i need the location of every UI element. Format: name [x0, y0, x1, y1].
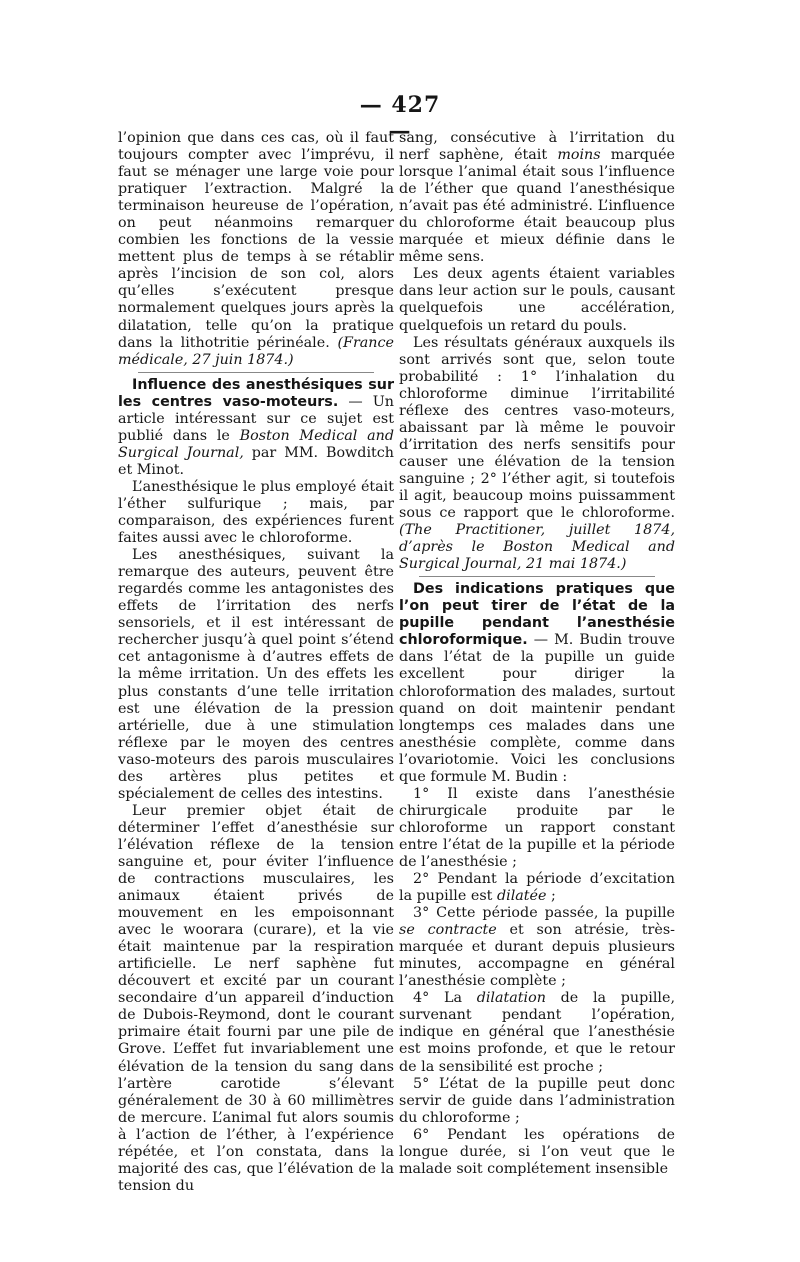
conclusion-item: 4° La dilatation de la pupille, survenant pendant l’opération, indique en général que l’anesthésie est moins profonde, et que le retour de la sensibilité est proche ;	[399, 990, 675, 1075]
divider	[419, 576, 655, 577]
page-number: — 427 —	[359, 92, 441, 144]
paragraph: Les deux agents étaient variables dans leur action sur le pouls, causant quelquefois une accélération, quelquefois un retard du pouls.	[399, 266, 675, 334]
paragraph: L’anesthésique le plus employé était l’éther sulfurique ; mais, par comparaison, des expériences furent faites aussi avec le chloroforme.	[118, 478, 394, 547]
section-heading: Des indications pratiques que l’on peut tirer de l’état de la pupille pendant l’anesthésie chloroformique. — M. Budin trouve dans l’état de la pupille un guide excellent pour diriger la chloroformation des malades, surtout quand on doit maintenir pendant longtemps ces malades dans une anesthésie complète, comme dans l’ovariotomie. Voici les conclusions que formule M. Budin :	[399, 581, 675, 785]
conclusion-item: 6° Pendant les opérations de longue durée, si l’on veut que le malade soit complétement insensible	[399, 1126, 675, 1177]
conclusion-item: 1° Il existe dans l’anesthésie chirurgicale produite par le chloroforme un rapport constant entre l’état de la pupille et la période de l’anesthésie ;	[399, 785, 675, 870]
source-citation: (The Practitioner, juillet 1874, d’après le Boston Medical and Surgical Journal, 21 mai 1874.)	[399, 522, 675, 573]
paragraph: Les anesthésiques, suivant la remarque des auteurs, peuvent être regardés comme les antagonistes des effets de l’irritation des nerfs sensoriels, et il est intéressant de rechercher jusqu’à quel point s’étend cet antagonisme à d’autres effets de la même irritation. Un des effets les plus constants d’une telle irritation est une élévation de la pression artérielle, due à une stimulation réflexe par le moyen des centres vaso-moteurs des parois musculaires des artères plus petites et spécialement de celles des intestins.	[118, 547, 394, 802]
divider	[138, 372, 374, 373]
paragraph: Les résultats généraux auxquels ils sont arrivés sont que, selon toute probabilité : 1° l’inhalation du chloroforme diminue l’irritabilité réflexe des centres vaso-moteurs, abaissant par là même le pouvoir d’irritation des nerfs sensitifs pour causer une élévation de la tension sanguine ; 2° l’éther agit, si toutefois il agit, beaucoup moins puissamment sous ce rapport que le chloroforme. (The Practitioner, juillet 1874, d’après le Boston Medical and Surgical Journal, 21 mai 1874.)	[399, 334, 675, 573]
paragraph: sang, consécutive à l’irritation du nerf saphène, était moins marquée lorsque l’animal était sous l’influence de l’éther que quand l’anesthésique n’avait pas été administré. L’influence du chloroforme était beaucoup plus marquée et mieux définie dans le même sens.	[399, 130, 675, 266]
conclusion-item: 2° Pendant la période d’excitation la pupille est dilatée ;	[399, 871, 675, 905]
right-column	[399, 130, 675, 1178]
conclusion-item: 3° Cette période passée, la pupille se contracte et son atrésie, très-marquée et durant depuis plusieurs minutes, accompagne en général l’anesthésie complète ;	[399, 905, 675, 990]
paragraph: Leur premier objet était de déterminer l’effet d’anesthésie sur l’élévation réflexe de la tension sanguine et, pour éviter l’influence de contractions musculaires, les animaux étaient privés de mouvement en les empoisonnant avec le woorara (curare), et la vie était maintenue par la respiration artificielle. Le nerf saphène fut découvert et excité par un courant secondaire d’un appareil d’induction de Dubois-Reymond, dont le courant primaire était fourni par une pile de Grove. L’effet fut invariablement une élévation de la tension du sang dans l’artère carotide s’élevant généralement de 30 à 60 millimètres de mercure. L’animal fut alors soumis à l’action de l’éther, à l’expérience répétée, et l’on constata, dans la majorité des cas, que l’élévation de la tension du	[118, 802, 394, 1194]
conclusion-item: 5° L’état de la pupille peut donc servir de guide dans l’administration du chloroforme ;	[399, 1075, 675, 1126]
section-heading: Influence des anesthésiques sur les centres vaso-moteurs. — Un article intéressant sur ce sujet est publié dans le Boston Medical and Surgical Journal, par MM. Bowditch et Minot.	[118, 376, 394, 478]
source-citation: (France médicale, 27 juin 1874.)	[118, 334, 394, 368]
journal-name: Boston Medical and Surgical Journal,	[118, 427, 394, 461]
paragraph: l’opinion que dans ces cas, où il faut toujours compter avec l’imprévu, il faut se ménager une large voie pour pratiquer l’extraction. Malgré la terminaison heureuse de l’opération, on peut néanmoins remarquer combien les fonctions de la vessie mettent plus de temps à se rétablir après l’incision de son col, alors qu’elles s’exécutent presque normalement quelques jours après la dilatation, telle qu’on la pratique dans la lithotritie périnéale. (France médicale, 27 juin 1874.)	[118, 130, 394, 368]
left-column	[118, 130, 394, 1195]
